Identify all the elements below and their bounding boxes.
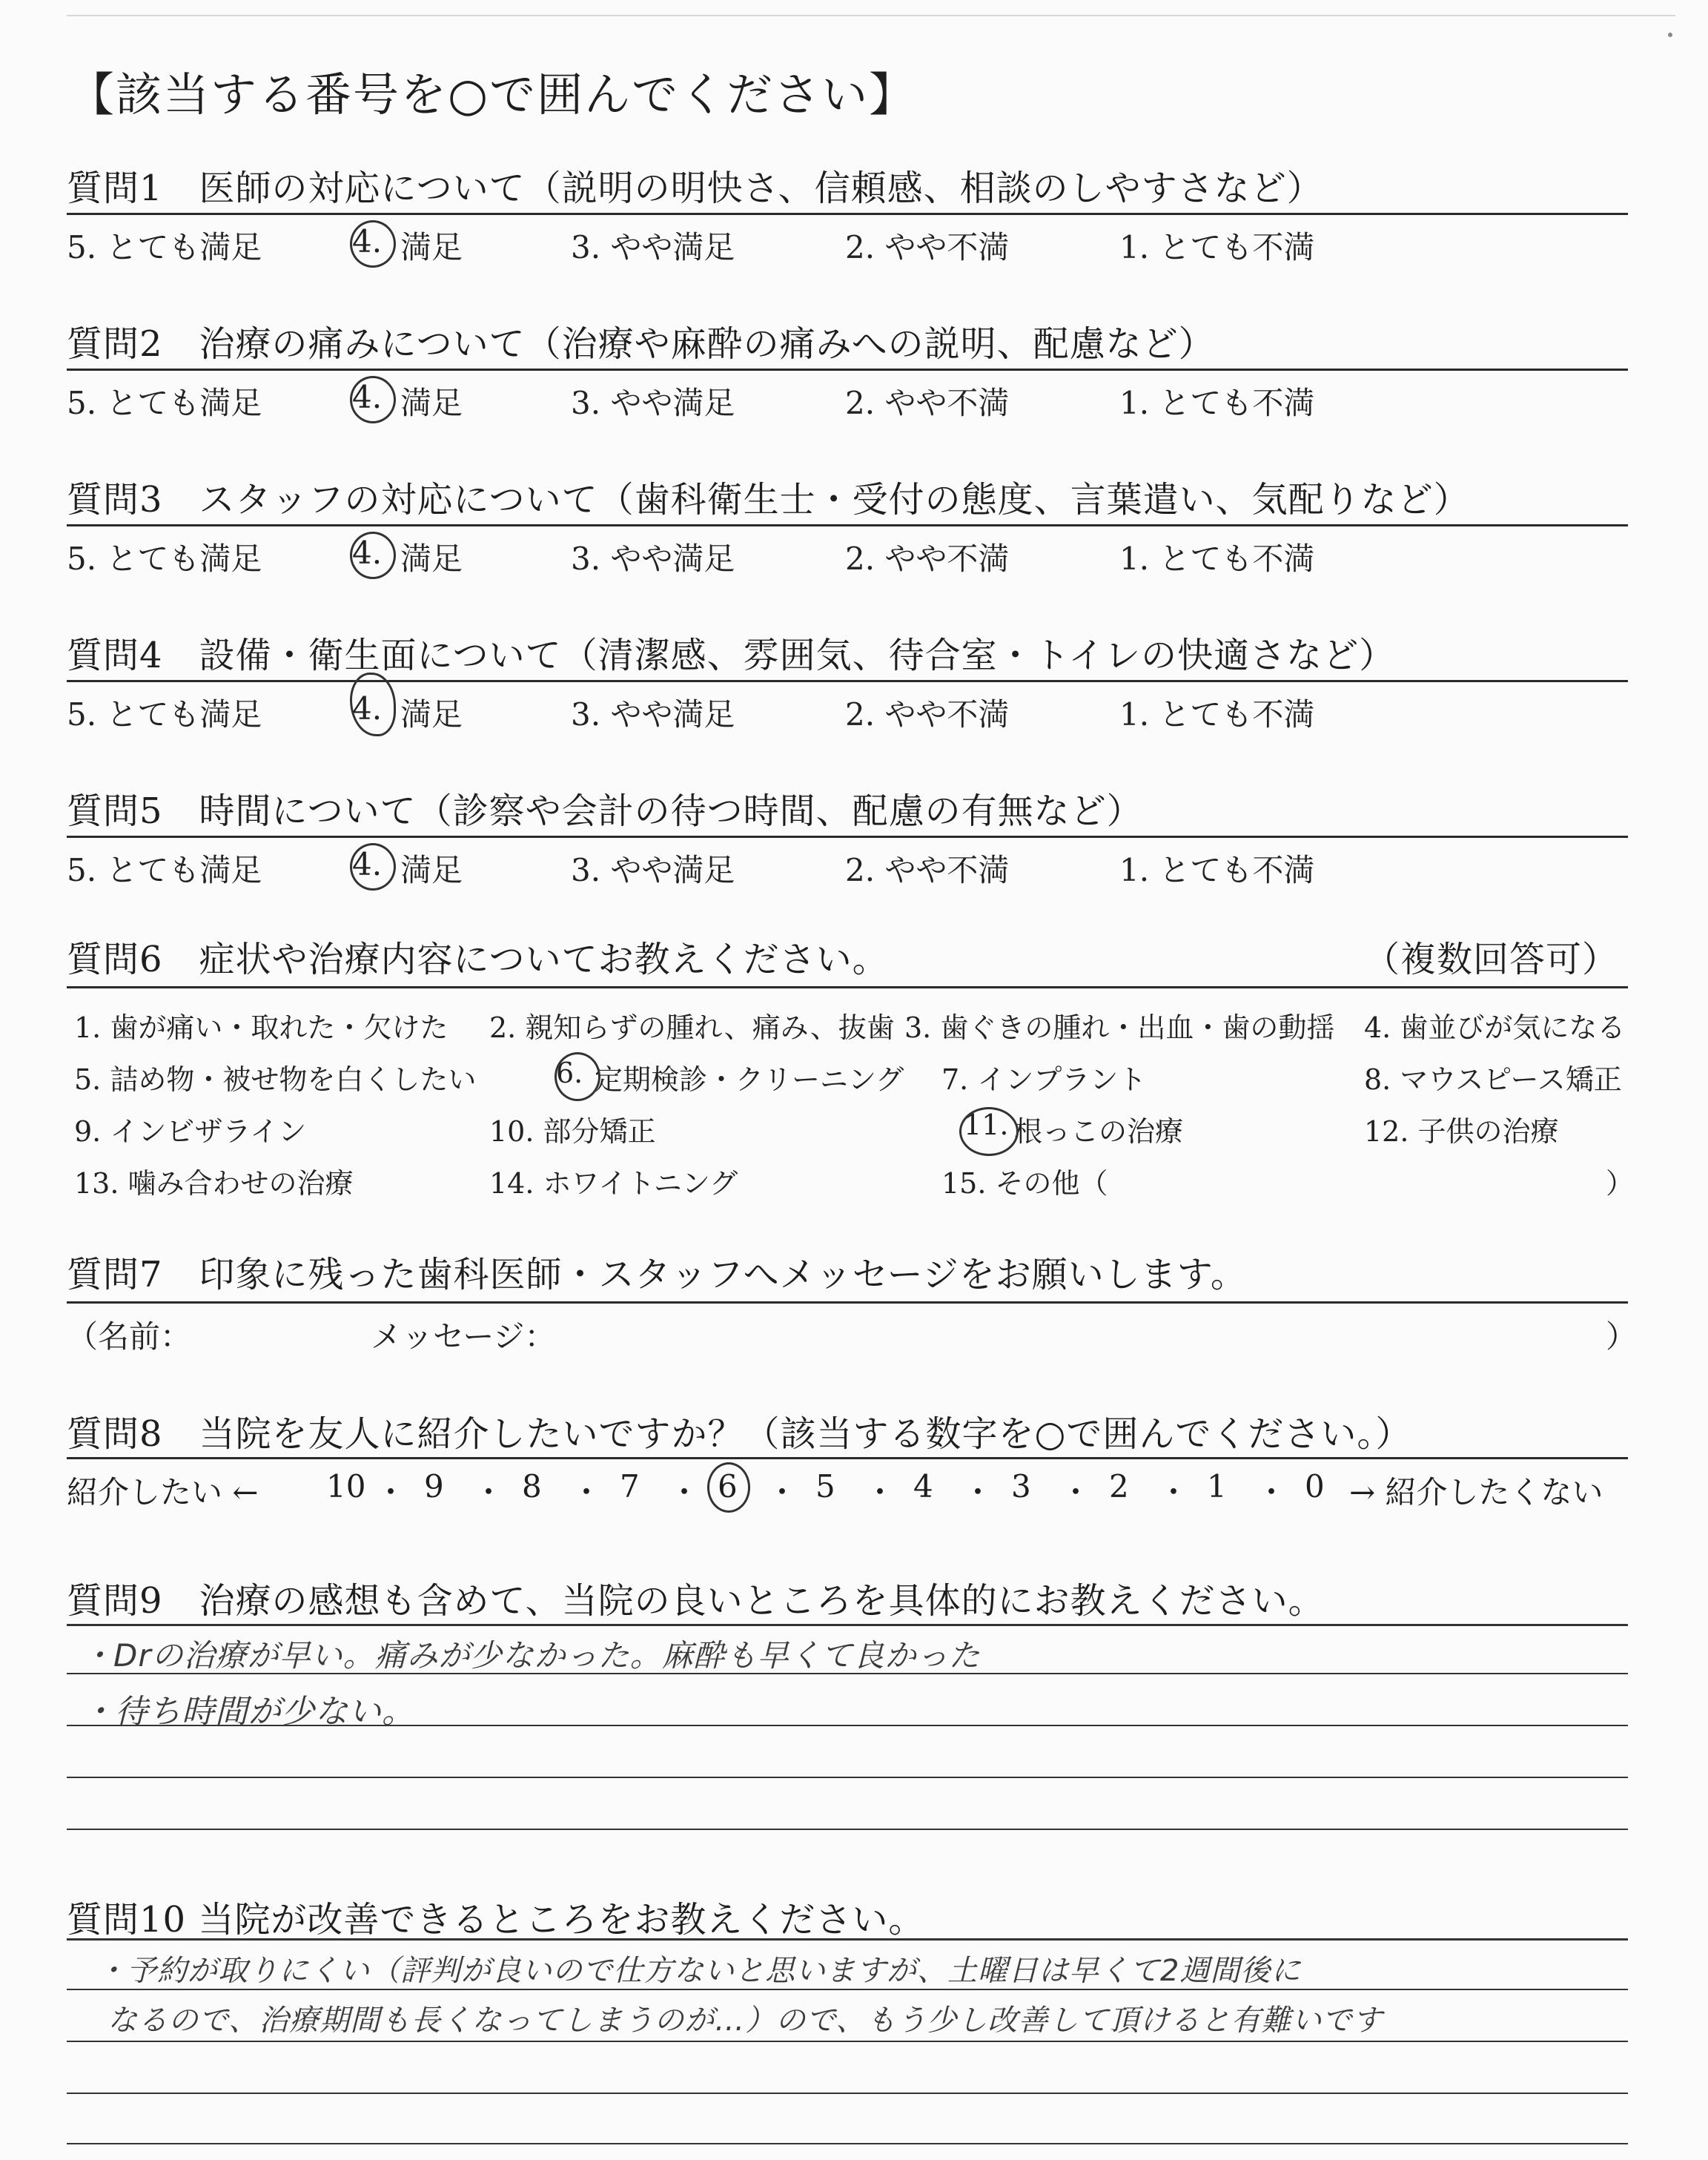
selected-treatment-circle <box>959 1107 1019 1156</box>
treatment-option[interactable]: 8. マウスピース矯正 <box>1364 1063 1622 1096</box>
rating-option[interactable]: 5. とても満足 <box>67 852 262 888</box>
question-3-title: 質問3 スタッフの対応について（歯科衛生士・受付の態度、言葉遣い、気配りなど） <box>67 479 1470 521</box>
selected-treatment-circle <box>555 1052 600 1101</box>
rating-option[interactable]: 4. <box>352 223 383 260</box>
scale-number[interactable]: 8 <box>522 1468 542 1505</box>
scale-number[interactable]: 10 <box>326 1468 366 1505</box>
question-5-rule <box>67 836 1628 838</box>
rating-option[interactable]: 5. とても満足 <box>67 385 262 421</box>
scale-separator: ・ <box>767 1474 798 1510</box>
treatment-option[interactable]: 6. <box>556 1057 583 1089</box>
q9-line-1 <box>67 1624 1628 1626</box>
selected-scale-circle <box>707 1462 750 1513</box>
q10-answer-1: ・予約が取りにくい（評判が良いので仕方ないと思いますが、土曜日は早くて2週間後に <box>96 1954 1302 1988</box>
question-4 <box>67 627 1628 738</box>
treatment-option[interactable]: 根っこの治療 <box>1014 1115 1184 1148</box>
rating-option[interactable]: 2. やや不満 <box>845 541 1010 577</box>
selected-answer-circle <box>350 532 396 579</box>
scale-separator: ・ <box>1158 1474 1190 1510</box>
scale-separator: ・ <box>1060 1474 1092 1510</box>
question-2 <box>67 315 1628 426</box>
rating-option[interactable]: 満足 <box>400 852 463 888</box>
question-2-title: 質問2 治療の痛みについて（治療や麻酔の痛みへの説明、配慮など） <box>67 323 1215 365</box>
message-label: メッセージ： <box>371 1318 556 1355</box>
scale-separator: ・ <box>864 1474 896 1510</box>
rating-option[interactable]: 3. やや満足 <box>571 385 735 421</box>
rating-option[interactable]: 1. とても不満 <box>1119 229 1315 265</box>
scale-number[interactable]: 2 <box>1109 1468 1129 1505</box>
q10-line-4 <box>67 2093 1628 2094</box>
treatment-option[interactable]: 11. <box>964 1109 1009 1141</box>
rating-option[interactable]: 1. とても不満 <box>1119 541 1315 577</box>
rating-option[interactable]: 3. やや満足 <box>571 852 735 888</box>
q9-answer-2: ・待ち時間が少ない。 <box>82 1693 415 1731</box>
question-5-title: 質問5 時間について（診察や会計の待つ時間、配慮の有無など） <box>67 790 1143 832</box>
scale-separator: ・ <box>473 1474 505 1510</box>
scale-number[interactable]: 7 <box>620 1468 640 1505</box>
rating-option[interactable]: 4. <box>352 379 383 415</box>
question-8-rule <box>67 1457 1628 1459</box>
treatment-option[interactable]: 7. インプラント <box>941 1063 1147 1096</box>
message-close-paren: ） <box>1606 1318 1638 1355</box>
question-10-title: 質問10 当院が改善できるところをお教えください。 <box>67 1899 925 1941</box>
rating-option[interactable]: 5. とても満足 <box>67 696 262 733</box>
question-6-title: 質問6 症状や治療内容についてお教えください。 <box>67 939 889 980</box>
treatment-option[interactable]: 12. 子供の治療 <box>1364 1115 1559 1148</box>
q9-line-4 <box>67 1777 1628 1778</box>
scale-separator: ・ <box>1256 1474 1288 1510</box>
scale-number[interactable]: 5 <box>815 1468 835 1505</box>
question-5 <box>67 782 1628 894</box>
q10-answer-2: なるので、治療期間も長くなってしまうのが…）ので、もう少し改善して頂けると有難いです <box>107 2004 1383 2038</box>
scale-number[interactable]: 9 <box>424 1468 444 1505</box>
rating-option[interactable]: 3. やや満足 <box>571 229 735 265</box>
scale-number[interactable]: 6 <box>718 1468 738 1505</box>
question-9-title: 質問9 治療の感想も含めて、当院の良いところを具体的にお教えください。 <box>67 1580 1325 1622</box>
selected-answer-circle <box>350 843 396 891</box>
scan-speck <box>1668 33 1672 37</box>
question-1-rule <box>67 213 1628 215</box>
rating-option[interactable]: 2. やや不満 <box>845 852 1010 888</box>
rating-option[interactable]: 3. やや満足 <box>571 696 735 733</box>
question-2-rule <box>67 369 1628 371</box>
rating-option[interactable]: 4. <box>352 535 383 571</box>
question-10 <box>67 1891 1628 1950</box>
scale-separator: ・ <box>669 1474 701 1510</box>
question-7-rule <box>67 1301 1628 1304</box>
rating-option[interactable]: 1. とても不満 <box>1119 385 1315 421</box>
question-4-title: 質問4 設備・衛生面について（清潔感、雰囲気、待合室・トイレの快適さなど） <box>67 635 1396 676</box>
treatment-option[interactable]: 1. 歯が痛い・取れた・欠けた <box>74 1011 448 1044</box>
rating-option[interactable]: 1. とても不満 <box>1119 696 1315 733</box>
selected-answer-circle <box>350 220 396 268</box>
rating-option[interactable]: 1. とても不満 <box>1119 852 1315 888</box>
rating-option[interactable]: 5. とても満足 <box>67 229 262 265</box>
page-heading: 【該当する番号を○で囲んでください】 <box>68 67 917 122</box>
scale-separator: ・ <box>571 1474 603 1510</box>
rating-option[interactable]: 3. やや満足 <box>571 541 735 577</box>
treatment-option[interactable]: 5. 詰め物・被せ物を白くしたい <box>74 1063 477 1096</box>
scale-number[interactable]: 0 <box>1305 1468 1325 1505</box>
rating-option[interactable]: 2. やや不満 <box>845 229 1010 265</box>
q10-line-5 <box>67 2143 1628 2144</box>
question-6-rule <box>67 986 1628 988</box>
recommend-right-label: → 紹介したくない <box>1349 1474 1603 1510</box>
question-4-rule <box>67 680 1628 682</box>
scale-number[interactable]: 4 <box>913 1468 933 1505</box>
rating-option[interactable]: 2. やや不満 <box>845 385 1010 421</box>
q9-answer-1: ・Drの治療が早い。痛みが少なかった。麻酔も早くて良かった <box>82 1637 981 1674</box>
scale-number[interactable]: 3 <box>1011 1468 1031 1505</box>
rating-option[interactable]: 4. <box>352 690 383 727</box>
treatment-option[interactable]: 9. インビザライン <box>74 1115 307 1148</box>
question-3 <box>67 471 1628 582</box>
question-1-title: 質問1 医師の対応について（説明の明快さ、信頼感、相談のしやすさなど） <box>67 168 1323 209</box>
question-6-note: （複数回答可） <box>1364 939 1619 980</box>
selected-answer-circle <box>350 673 396 736</box>
treatment-option[interactable]: 13. 噛み合わせの治療 <box>74 1167 354 1200</box>
recommend-left-label: 紹介したい ← <box>67 1474 259 1510</box>
q10-line-3 <box>67 2041 1628 2042</box>
question-7-title: 質問7 印象に残った歯科医師・スタッフへメッセージをお願いします。 <box>67 1254 1247 1295</box>
q9-line-5 <box>67 1829 1628 1830</box>
question-8-title: 質問8 当院を友人に紹介したいですか？（該当する数字を○で囲んでください。） <box>67 1413 1412 1455</box>
question-7 <box>67 1246 1638 1355</box>
rating-option[interactable]: 満足 <box>400 541 463 577</box>
rating-option[interactable]: 満足 <box>400 696 463 733</box>
rating-option[interactable]: 2. やや不満 <box>845 696 1010 733</box>
scale-separator: ・ <box>962 1474 994 1510</box>
treatment-option[interactable]: 2. 親知らずの腫れ、痛み、抜歯 <box>489 1011 895 1044</box>
treatment-option[interactable]: 10. 部分矯正 <box>489 1115 656 1148</box>
treatment-option[interactable]: 4. 歯並びが気になる <box>1364 1011 1626 1044</box>
treatment-option[interactable]: 14. ホワイトニング <box>489 1167 738 1200</box>
question-1 <box>67 159 1628 271</box>
treatment-option[interactable]: 3. 歯ぐきの腫れ・出血・歯の動揺 <box>904 1011 1335 1044</box>
rating-option[interactable]: 満足 <box>400 229 463 265</box>
question-8 <box>67 1405 1628 1464</box>
treatment-option[interactable]: 15. その他（ <box>941 1167 1108 1200</box>
question-9 <box>67 1572 1628 1631</box>
rating-option[interactable]: 4. <box>352 846 383 882</box>
scale-separator: ・ <box>375 1474 407 1510</box>
page-top-rule <box>67 15 1675 16</box>
question-6 <box>67 931 1635 1200</box>
other-close-paren[interactable]: ） <box>1606 1167 1635 1200</box>
name-label: （名前： <box>67 1318 192 1355</box>
treatment-option[interactable]: 定期検診・クリーニング <box>595 1063 904 1096</box>
rating-option[interactable]: 5. とても満足 <box>67 541 262 577</box>
q10-line-1 <box>67 1938 1628 1941</box>
selected-answer-circle <box>350 376 396 423</box>
scale-number[interactable]: 1 <box>1207 1468 1227 1505</box>
rating-option[interactable]: 満足 <box>400 385 463 421</box>
question-3-rule <box>67 524 1628 526</box>
